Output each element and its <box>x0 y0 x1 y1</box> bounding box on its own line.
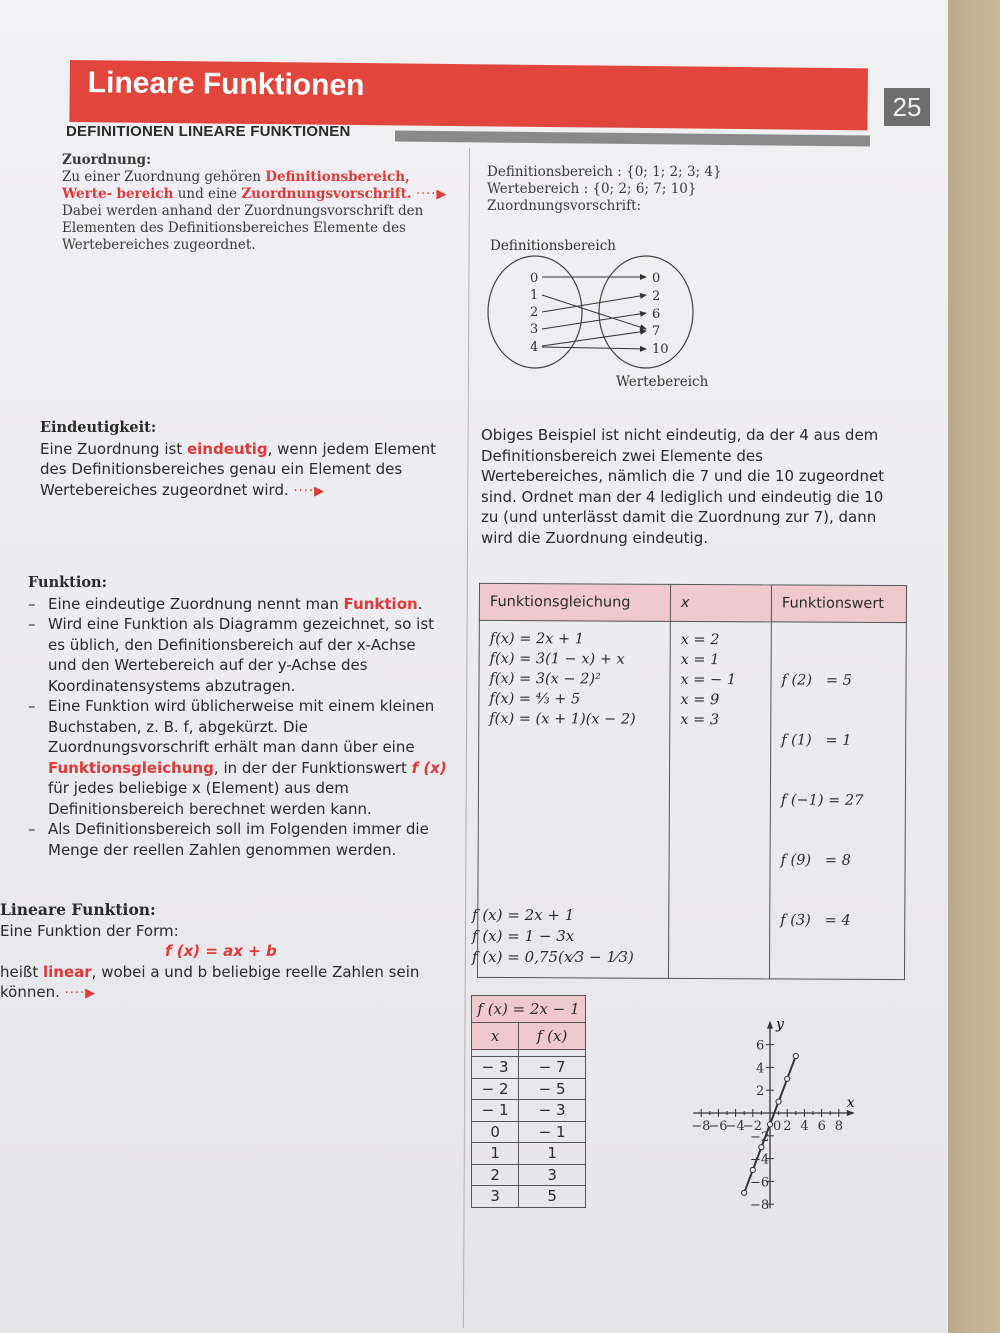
term-funktionsgleichung: Funktionsgleichung <box>48 758 214 777</box>
list-item: – Eine Funktion wird üblicherweise mit einem kleinen Buchstaben, z. B. f, abgekürzt. Die Zuordnungsvorschrift erhält man dann über eine Funktionsgleichung, in der der Funktionswert f (x) für jedes beliebige x (Element) aus dem Definitionsbereich berechnet werden kann. <box>28 696 448 819</box>
range-value: 10 <box>652 342 669 357</box>
x-tick-label: 4 <box>800 1119 809 1134</box>
lineare-funktion-line3: heißt linear, wobei a und b beliebige reelle Zahlen sein <box>0 962 420 981</box>
mapping-arrow <box>542 295 646 329</box>
data-point <box>742 1190 747 1195</box>
linear-examples <box>472 905 692 968</box>
mapping-arrow <box>542 313 646 329</box>
zuordnung-example <box>487 164 867 215</box>
y-tick-label: 4 <box>756 1061 765 1077</box>
funktion-block <box>28 573 448 860</box>
domain-value: 2 <box>530 305 539 320</box>
eindeutigkeit-heading: Eindeutigkeit: <box>40 419 157 436</box>
mapping-diagram <box>480 232 740 397</box>
example-definitionsbereich: Definitionsbereich : {0; 1; 2; 3; 4} <box>487 164 722 180</box>
table-header: Funktionsgleichung <box>479 583 670 621</box>
section-title: DEFINITIONEN LINEARE FUNKTIONEN <box>66 123 351 140</box>
funktion-heading: Funktion: <box>28 574 107 591</box>
x-tick-label: −8 <box>691 1119 711 1134</box>
range-value: 0 <box>652 271 661 286</box>
data-point <box>759 1145 764 1150</box>
table-row: − 3 − 7 <box>472 1057 586 1079</box>
term-fx: f (x) <box>411 758 447 777</box>
eindeutigkeit-text: Eine Zuordnung ist <box>40 439 187 458</box>
table-row: 0 − 1 <box>472 1121 586 1143</box>
x-tick-label: −6 <box>708 1119 728 1134</box>
table-row: 2 3 <box>472 1164 586 1186</box>
data-point <box>793 1053 798 1058</box>
x-tick-label: 8 <box>834 1119 844 1134</box>
table-row: 3 5 <box>472 1186 586 1208</box>
book-edge <box>942 0 1000 1333</box>
domain-value: 1 <box>530 288 539 303</box>
data-point <box>785 1076 790 1081</box>
x-axis-label: x <box>846 1095 855 1111</box>
example-vorschrift: Zuordnungsvorschrift: <box>487 198 642 214</box>
y-tick-label: 6 <box>756 1038 765 1054</box>
list-item: – Wird eine Funktion als Diagramm gezeichnet, so ist es üblich, den Definitionsbereich auf der x-Achse und den Wertebereich auf der y-Achse des Koordinatensystems abzutragen. <box>28 614 448 696</box>
example-wertebereich: Wertebereich : {0; 2; 6; 7; 10} <box>487 181 697 197</box>
zuordnung-rest: Dabei werden anhand der Zuordnungsvorschrift den Elementen des Definitionsbereiches Elemente des Wertebereiches zugeordnet. <box>62 203 424 253</box>
more-arrow-icon: ····▶ <box>293 483 326 499</box>
term-linear: linear <box>43 962 92 981</box>
lineare-funktion-block <box>0 900 440 1005</box>
range-value: 6 <box>652 307 661 322</box>
formula: f (x) = ax + b <box>165 942 277 960</box>
example-equation: f (x) = 2x + 1 <box>472 906 575 924</box>
mapping-arrow <box>542 295 646 312</box>
mapping-arrows <box>542 277 646 349</box>
eindeutigkeit-text: , wenn jedem Element des Definitionsbereiches genau ein Element des Wertebereiches zugeordnet wird. <box>40 439 437 499</box>
example-equation: f (x) = 1 − 3x <box>472 927 575 945</box>
y-tick-label: −8 <box>750 1198 770 1214</box>
function-graph <box>620 1016 935 1225</box>
x-tick-label: 6 <box>817 1119 826 1134</box>
range-value: 7 <box>652 324 661 339</box>
diagram-label-domain: Definitionsbereich <box>490 238 616 254</box>
data-point <box>776 1099 781 1104</box>
term-wertebereich: bereich <box>116 186 174 202</box>
value-table-title: f (x) = 2x − 1 <box>472 996 586 1023</box>
x-tick-label: 2 <box>783 1119 792 1134</box>
y-tick-label: −2 <box>750 1129 770 1145</box>
term-funktion: Funktion <box>343 594 418 613</box>
mapping-arrow <box>542 347 646 349</box>
zuordnung-block <box>62 152 450 254</box>
x-tick-label: 0 <box>773 1119 782 1134</box>
zuordnung-heading: Zuordnung: <box>62 152 152 168</box>
data-point <box>750 1167 755 1172</box>
lineare-funktion-line4: können. ····▶ <box>0 983 97 1001</box>
zuordnung-text: und eine <box>173 186 242 202</box>
zuordnung-text: Zu einer Zuordnung gehören <box>62 169 266 185</box>
value-table-header-fx: f (x) <box>519 1023 586 1050</box>
value-table <box>471 995 586 1208</box>
eindeutigkeit-block <box>40 418 450 502</box>
page-number: 25 <box>884 88 930 126</box>
term-zuordnungsvorschrift: Zuordnungsvorschrift. <box>241 186 412 202</box>
list-item: – Eine eindeutige Zuordnung nennt man Funktion. <box>28 594 448 615</box>
range-ellipse <box>599 256 693 368</box>
lineare-funktion-text: , wobei a und b beliebige reelle Zahlen sein <box>91 962 420 981</box>
domain-value: 0 <box>530 271 539 286</box>
domain-value: 4 <box>530 340 539 355</box>
y-tick-label: 2 <box>756 1084 765 1100</box>
page-title: Lineare Funktionen <box>69 60 868 130</box>
table-header: x <box>670 584 771 622</box>
table-header: Funktionswert <box>771 585 906 623</box>
range-value: 2 <box>652 289 661 304</box>
table-row: 1 1 <box>472 1143 586 1165</box>
funktion-list <box>28 594 448 861</box>
x-tick-label: −4 <box>725 1119 745 1134</box>
y-axis-label: y <box>776 1016 784 1033</box>
more-arrow-icon: ····▶ <box>64 986 97 1001</box>
lineare-funktion-heading: Lineare Funktion: <box>0 900 156 919</box>
results-cell: f (2) = 5 f (1) = 1 f (−1) = 27 f (9) = 8 f (3) = 4 <box>769 622 906 980</box>
table-row: − 2 − 5 <box>472 1078 586 1100</box>
table-row: − 1 − 3 <box>472 1100 586 1122</box>
x-values-cell: x = 2 x = 1 x = − 1 x = 9 x = 3 <box>668 621 771 979</box>
term-definitionsbereich: Definitionsbereich, Werte- <box>62 169 410 202</box>
domain-value: 3 <box>530 322 539 337</box>
example-equation: f (x) = 0,75(x⁄3 − 1⁄3) <box>472 948 634 966</box>
equations-cell: f(x) = 2x + 1 f(x) = 3(1 − x) + x f(x) = 3(x − 2)² f(x) = ⁴⁄₃ + 5 f(x) = (x + 1)(x − 2) <box>477 620 670 978</box>
y-tick-label: −4 <box>750 1152 770 1168</box>
data-point <box>767 1122 772 1127</box>
list-item: – Als Definitionsbereich soll im Folgenden immer die Menge der reellen Zahlen genommen werden. <box>28 819 448 860</box>
eindeutigkeit-example: Obiges Beispiel ist nicht eindeutig, da der 4 aus dem Definitionsbereich zwei Elemente des Wertebereiches, nämlich die 7 und die 10 zugeordnet sind. Ordnet man der 4 lediglich und eindeutig die 10 zu (und unterlässt damit die Zuordnung zur 7), dann wird die Zuordnung eindeutig. <box>481 426 885 547</box>
y-tick-label: −6 <box>750 1175 770 1191</box>
mapping-arrow <box>542 331 646 346</box>
term-eindeutig: eindeutig <box>186 439 268 458</box>
more-arrow-icon: ····▶ <box>415 187 448 202</box>
lineare-funktion-line1: Eine Funktion der Form: <box>0 921 179 940</box>
x-tick-label: −2 <box>742 1119 762 1134</box>
value-table-header-x: x <box>472 1023 519 1050</box>
diagram-label-range: Wertebereich <box>616 374 709 390</box>
